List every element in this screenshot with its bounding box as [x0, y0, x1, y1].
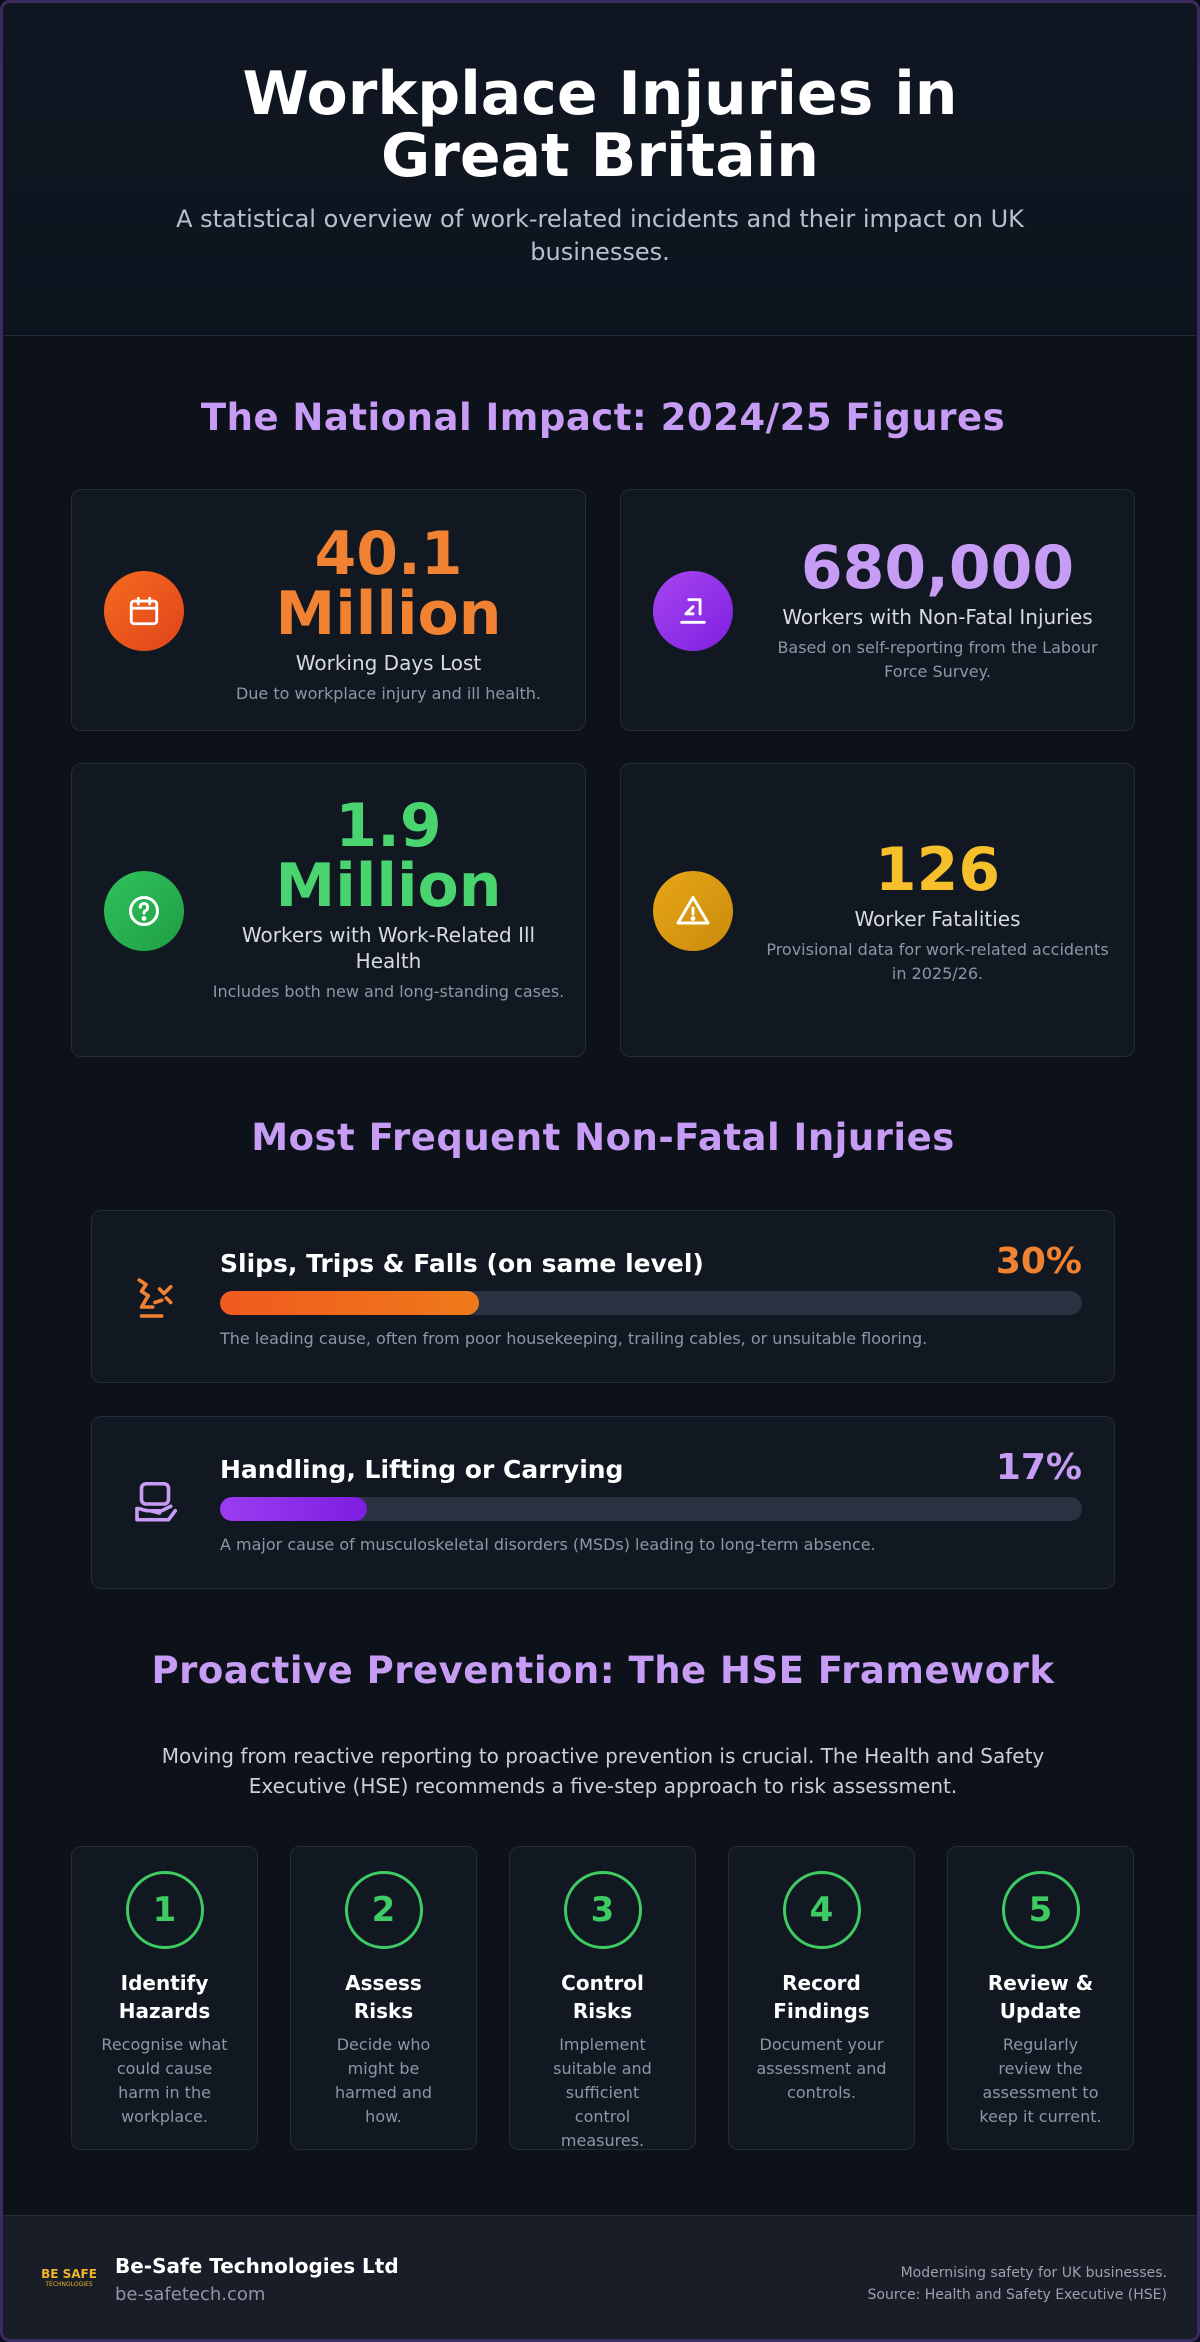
progress-bar-track [220, 1291, 1082, 1315]
progress-bar-track [220, 1497, 1082, 1521]
stat-card-non-fatal-injuries [620, 489, 1135, 731]
arrow-down-tray-icon [653, 571, 733, 651]
step-description: Regularly review the assessment to keep it current. [979, 2035, 1102, 2126]
injury-note: The leading cause, often from poor housekeeping, trailing cables, or unsuitable flooring. [220, 1329, 928, 1348]
question-circle-icon [104, 871, 184, 951]
company-logo [41, 2268, 97, 2292]
stat-note: Based on self-reporting from the Labour Force Survey. [777, 638, 1098, 681]
injuries-heading: Most Frequent Non-Fatal Injuries [251, 1116, 955, 1159]
stat-card-working-days [71, 489, 586, 731]
progress-bar-fill [220, 1291, 479, 1315]
injury-title: Slips, Trips & Falls (on same level) [220, 1249, 704, 1278]
logo-line-1: BE SAFE [41, 2267, 97, 2281]
injury-card-handling [91, 1416, 1115, 1589]
step-number: 5 [1002, 1871, 1080, 1949]
lifting-box-icon [128, 1477, 182, 1531]
impact-heading: The National Impact: 2024/25 Figures [200, 396, 1006, 439]
stat-note: Provisional data for work-related accidents in 2025/26. [766, 940, 1109, 983]
stat-value: 680,000 [800, 533, 1075, 603]
company-name: Be-Safe Technologies Ltd [115, 2254, 399, 2278]
stat-value: 126 [874, 835, 1001, 905]
step-number: 3 [564, 1871, 642, 1949]
prevention-intro: Moving from reactive reporting to proactive prevention is crucial. The Health and Safety Executive (HSE) recommends a five-step approach to risk assessment. [161, 1744, 1045, 1798]
stat-label: Working Days Lost [295, 651, 482, 675]
page-subtitle: A statistical overview of work-related incidents and their impact on UK businesses. [176, 205, 1024, 266]
step-title: Record Findings [773, 1971, 870, 2023]
step-card-4 [728, 1846, 915, 2150]
step-number: 2 [345, 1871, 423, 1949]
progress-bar-fill [220, 1497, 367, 1521]
step-description: Document your assessment and controls. [756, 2035, 887, 2102]
injury-card-slips [91, 1210, 1115, 1383]
step-card-1 [71, 1846, 258, 2150]
footer-tagline [868, 2262, 1168, 2306]
step-title: Identify Hazards [118, 1971, 211, 2023]
stat-value: 1.9 Million [275, 791, 502, 921]
source-credit: Source: Health and Safety Executive (HSE) [867, 2287, 1167, 2303]
step-card-3 [509, 1846, 696, 2150]
warning-triangle-icon [653, 871, 733, 951]
page-title: Workplace Injuries in Great Britain [242, 59, 958, 191]
step-description: Decide who might be harmed and how. [334, 2035, 432, 2126]
stat-note: Due to workplace injury and ill health. [235, 684, 542, 703]
step-number: 1 [126, 1871, 204, 1949]
step-description: Recognise what could cause harm in the workplace. [101, 2035, 228, 2126]
slip-fall-icon [128, 1271, 182, 1325]
stat-label: Worker Fatalities [854, 907, 1021, 931]
stat-label: Workers with Work-Related Ill Health [241, 923, 536, 973]
injury-percent: 17% [995, 1447, 1082, 1488]
stat-label: Workers with Non-Fatal Injuries [782, 605, 1093, 629]
step-title: Control Risks [561, 1971, 644, 2023]
step-description: Implement suitable and sufficient control measures. [553, 2035, 652, 2150]
injury-percent: 30% [995, 1241, 1082, 1282]
stat-card-fatalities [620, 763, 1135, 1057]
step-number: 4 [783, 1871, 861, 1949]
tagline: Modernising safety for UK businesses. [900, 2265, 1167, 2281]
injury-title: Handling, Lifting or Carrying [220, 1455, 624, 1484]
prevention-heading: Proactive Prevention: The HSE Framework [151, 1649, 1055, 1692]
step-card-2 [290, 1846, 477, 2150]
stat-note: Includes both new and long-standing cases. [212, 982, 565, 1001]
logo-line-2: TECHNOLOGIES [45, 2281, 93, 2288]
step-title: Review & Update [987, 1971, 1094, 2023]
stat-card-ill-health [71, 763, 586, 1057]
hero-header [3, 3, 1197, 336]
calendar-icon [104, 571, 184, 651]
step-title: Assess Risks [345, 1971, 422, 2023]
footer [3, 2215, 1200, 2342]
company-website-link[interactable]: be-safetech.com [115, 2284, 266, 2305]
stat-value: 40.1 Million [275, 519, 502, 649]
step-card-5 [947, 1846, 1134, 2150]
injury-note: A major cause of musculoskeletal disorders (MSDs) leading to long-term absence. [220, 1535, 876, 1554]
